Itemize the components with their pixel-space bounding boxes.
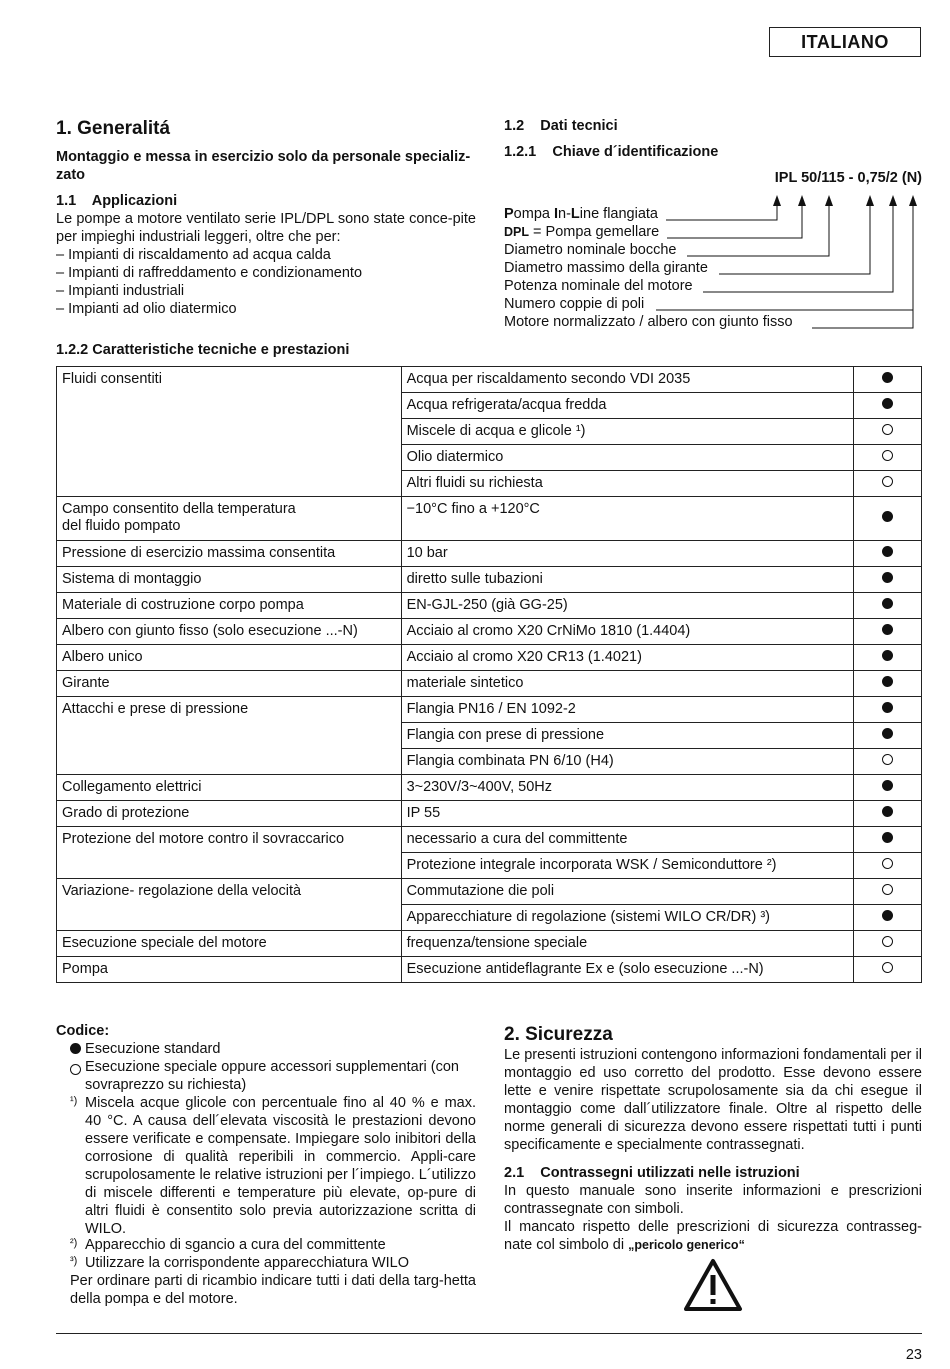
- table-row: [57, 775, 922, 801]
- footnote-1: [70, 1094, 476, 1238]
- codice-heading: Codice:: [56, 1023, 110, 1039]
- spare-parts-note: Per ordinare parti di ricambio indicare tutti i dati della targ-hetta della pompa e del motore.: [70, 1273, 476, 1307]
- open-circle-icon: [882, 884, 893, 895]
- footnote-2: [70, 1236, 476, 1254]
- row-value: necessario a cura del committente: [401, 827, 854, 853]
- row-availability: [854, 931, 922, 957]
- footer-rule: [56, 1333, 922, 1334]
- open-circle-icon: [882, 858, 893, 869]
- row-label: Grado di protezione: [57, 801, 402, 827]
- filled-dot-icon: [882, 676, 893, 687]
- specifications-table: [56, 366, 922, 983]
- section-1-2-heading: 1.2 Dati tecnici: [504, 118, 618, 134]
- row-availability: [854, 775, 922, 801]
- row-value: frequenza/tensione speciale: [401, 931, 854, 957]
- row-availability: [854, 367, 922, 393]
- open-circle-icon: [882, 962, 893, 973]
- legend-filled-label: Esecuzione standard: [85, 1041, 221, 1057]
- list-item: – Impianti di riscaldamento ad acqua calda: [56, 247, 331, 263]
- legend-open-label: Esecuzione speciale oppure accessori supplementari (con sovraprezzo su richiesta): [85, 1059, 459, 1093]
- table-row: [57, 567, 922, 593]
- row-availability: [854, 853, 922, 879]
- row-label: Pressione di esercizio massima consentita: [57, 541, 402, 567]
- row-value: Olio diatermico: [401, 445, 854, 471]
- row-availability: [854, 723, 922, 749]
- row-availability: [854, 393, 922, 419]
- row-availability: [854, 567, 922, 593]
- safety-text: Le presenti istruzioni contengono informazioni fondamentali per il montaggio ed uso corretto del prodotto. Esse devono essere lette e venire rispettate scrupolosamente sia da chi esegue il montaggio come dall´utilizzatore finale. Oltre al rispetto delle norme generali di sicurezza devono essere rispettati tutti i punti specificamente e specialmente contrassegnati.: [504, 1047, 922, 1153]
- row-label: Collegamento elettrici: [57, 775, 402, 801]
- intro-note: Montaggio e messa in esercizio solo da personale specializ-zato: [56, 149, 471, 183]
- row-label: Attacchi e prese di pressione: [57, 697, 402, 775]
- row-availability: [854, 419, 922, 445]
- filled-dot-icon: [882, 780, 893, 791]
- filled-dot-icon: [882, 728, 893, 739]
- row-value: Flangia con prese di pressione: [401, 723, 854, 749]
- filled-dot-icon: [882, 572, 893, 583]
- table-row: [57, 931, 922, 957]
- filled-dot-icon: [882, 546, 893, 557]
- row-availability: [854, 619, 922, 645]
- row-value: Flangia combinata PN 6/10 (H4): [401, 749, 854, 775]
- row-label: Fluidi consentiti: [57, 367, 402, 497]
- row-value: diretto sulle tubazioni: [401, 567, 854, 593]
- key-row-1: Pompa In-Line flangiata: [504, 206, 658, 222]
- section-1-1-heading: 1.1 Applicazioni: [56, 193, 178, 209]
- section-2-1-heading: 2.1 Contrassegni utilizzati nelle istruzioni: [504, 1165, 800, 1181]
- row-value: Acqua refrigerata/acqua fredda: [401, 393, 854, 419]
- legend-filled: [70, 1040, 220, 1058]
- filled-dot-icon: [882, 624, 893, 635]
- row-value: Apparecchiature di regolazione (sistemi WILO CR/DR) ³): [401, 905, 854, 931]
- table-row: [57, 879, 922, 905]
- row-value: EN-GJL-250 (già GG-25): [401, 593, 854, 619]
- row-value: materiale sintetico: [401, 671, 854, 697]
- row-availability: [854, 827, 922, 853]
- applications-text: Le pompe a motore ventilato serie IPL/DPL sono state conce-pite per impieghi industriali leggeri, oltre che per:: [56, 211, 476, 245]
- row-label: Pompa: [57, 957, 402, 983]
- section-1-title: 1. Generalitá: [56, 118, 171, 139]
- type-key-code: IPL 50/115 - 0,75/2 (N): [774, 170, 922, 186]
- filled-dot-icon: [882, 372, 893, 383]
- warning-triangle-icon: [683, 1258, 743, 1312]
- table-row: [57, 541, 922, 567]
- list-item: – Impianti di raffreddamento e condizionamento: [56, 265, 363, 281]
- row-value: IP 55: [401, 801, 854, 827]
- section-1-2-1-heading: 1.2.1 Chiave d´identificazione: [504, 144, 719, 160]
- filled-dot-icon: [882, 832, 893, 843]
- key-row-2: DPL = Pompa gemellare: [504, 224, 660, 240]
- footnote-3: [70, 1254, 476, 1272]
- table-row: [57, 367, 922, 393]
- filled-dot-icon: [882, 806, 893, 817]
- row-availability: [854, 645, 922, 671]
- filled-dot-icon: [70, 1043, 81, 1054]
- row-label: Esecuzione speciale del motore: [57, 931, 402, 957]
- row-value: Esecuzione antideflagrante Ex e (solo esecuzione ...-N): [401, 957, 854, 983]
- table-row: [57, 497, 922, 541]
- footnote-1-mark: ¹): [70, 1095, 78, 1107]
- list-item: – Impianti ad olio diatermico: [56, 301, 237, 317]
- row-availability: [854, 749, 922, 775]
- key-row-3: Diametro nominale bocche: [504, 242, 677, 258]
- row-availability: [854, 471, 922, 497]
- row-value: Acqua per riscaldamento secondo VDI 2035: [401, 367, 854, 393]
- open-circle-icon: [70, 1064, 81, 1075]
- row-availability: [854, 697, 922, 723]
- row-availability: [854, 879, 922, 905]
- row-availability: [854, 957, 922, 983]
- table-row: [57, 671, 922, 697]
- row-label: Variazione- regolazione della velocità: [57, 879, 402, 931]
- language-label: ITALIANO: [769, 27, 921, 57]
- table-row: [57, 801, 922, 827]
- table-row: [57, 957, 922, 983]
- row-label: Campo consentito della temperatura del fluido pompato: [57, 497, 402, 541]
- footnote-3-text: Utilizzare la corrispondente apparecchiatura WILO: [85, 1255, 409, 1271]
- footnote-2-mark: ²): [70, 1237, 78, 1249]
- section-1-2-2-heading: 1.2.2 Caratteristiche tecniche e prestazioni: [56, 342, 350, 358]
- row-availability: [854, 541, 922, 567]
- row-label: Albero con giunto fisso (solo esecuzione ...-N): [57, 619, 402, 645]
- filled-dot-icon: [882, 702, 893, 713]
- filled-dot-icon: [882, 598, 893, 609]
- row-value: Flangia PN16 / EN 1092-2: [401, 697, 854, 723]
- row-value: −10°C fino a +120°C: [401, 497, 854, 541]
- row-availability: [854, 497, 922, 541]
- row-label: Materiale di costruzione corpo pompa: [57, 593, 402, 619]
- key-row-5: Potenza nominale del motore: [504, 278, 693, 294]
- row-value: Commutazione die poli: [401, 879, 854, 905]
- open-circle-icon: [882, 936, 893, 947]
- filled-dot-icon: [882, 398, 893, 409]
- list-item: – Impianti industriali: [56, 283, 185, 299]
- row-value: 3~230V/3~400V, 50Hz: [401, 775, 854, 801]
- filled-dot-icon: [882, 511, 893, 522]
- footnote-2-text: Apparecchio di sgancio a cura del committente: [85, 1237, 386, 1253]
- symbols-text-2-body: Il mancato rispetto delle prescrizioni di sicurezza contrasseg-nate col simbolo di: [504, 1219, 922, 1253]
- filled-dot-icon: [882, 910, 893, 921]
- table-row: [57, 697, 922, 723]
- row-value: Acciaio al cromo X20 CrNiMo 1810 (1.4404): [401, 619, 854, 645]
- section-2-title: 2. Sicurezza: [504, 1024, 613, 1045]
- row-availability: [854, 905, 922, 931]
- open-circle-icon: [882, 450, 893, 461]
- row-availability: [854, 801, 922, 827]
- table-row: [57, 593, 922, 619]
- symbols-text-2: [504, 1218, 922, 1254]
- row-label: Albero unico: [57, 645, 402, 671]
- row-availability: [854, 445, 922, 471]
- table-row: [57, 619, 922, 645]
- key-row-4: Diametro massimo della girante: [504, 260, 708, 276]
- table-row: [57, 645, 922, 671]
- row-value: Miscele di acqua e glicole ¹): [401, 419, 854, 445]
- row-value: 10 bar: [401, 541, 854, 567]
- row-value: Protezione integrale incorporata WSK / Semiconduttore ²): [401, 853, 854, 879]
- key-row-6: Numero coppie di poli: [504, 296, 645, 312]
- open-circle-icon: [882, 476, 893, 487]
- footnote-1-text: Miscela acque glicole con percentuale fino al 40 % e max. 40 °C. A causa dell´elevata viscosità le prestazioni devono essere verificate e compensate. Impiegare solo inibitori della corrosione di qualità reperibili in commercio. Appli-care scrupolosamente le relative istruzioni per l´impiego. L´utilizzo di miscele differenti e temperature più elevate, op-pure di altri fluidi è consentito solo previa autorizzazione scritta di WILO.: [85, 1095, 476, 1237]
- key-row-7: Motore normalizzato / albero con giunto fisso: [504, 314, 793, 330]
- row-label: Girante: [57, 671, 402, 697]
- general-danger-label: „pericolo generico“: [628, 1238, 745, 1252]
- page-number: 23: [905, 1347, 922, 1363]
- table-row: [57, 827, 922, 853]
- filled-dot-icon: [882, 650, 893, 661]
- row-label: Sistema di montaggio: [57, 567, 402, 593]
- row-availability: [854, 671, 922, 697]
- row-label: Protezione del motore contro il sovraccarico: [57, 827, 402, 879]
- row-value: Acciaio al cromo X20 CR13 (1.4021): [401, 645, 854, 671]
- symbols-text-1: In questo manuale sono inserite informazioni e prescrizioni contrassegnate con simboli.: [504, 1183, 922, 1217]
- row-value: Altri fluidi su richiesta: [401, 471, 854, 497]
- footnote-3-mark: ³): [70, 1255, 78, 1267]
- open-circle-icon: [882, 754, 893, 765]
- type-key-leader-lines: [0, 0, 950, 340]
- row-availability: [854, 593, 922, 619]
- legend-open: [70, 1058, 476, 1094]
- open-circle-icon: [882, 424, 893, 435]
